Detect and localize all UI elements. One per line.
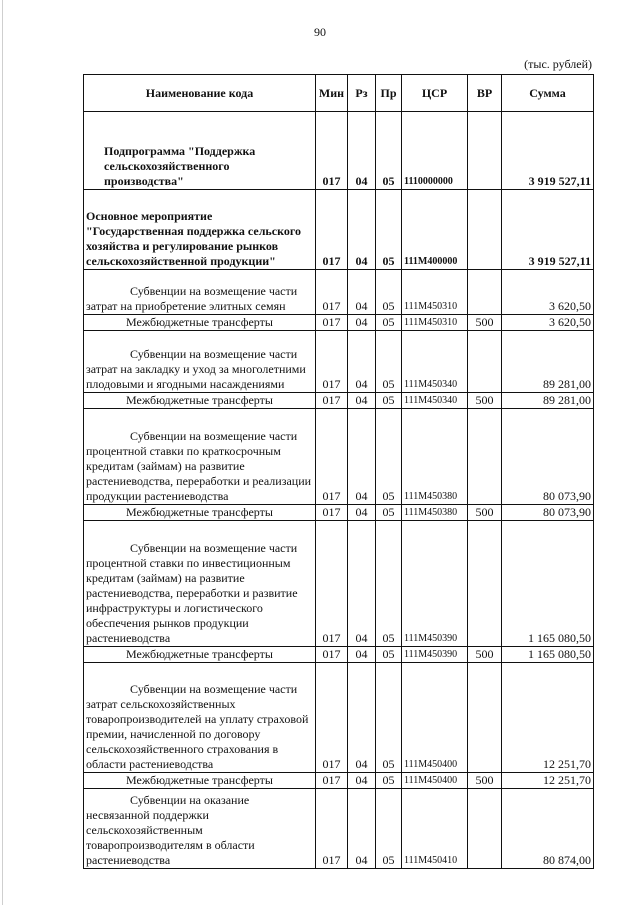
row-name: Основное мероприятие "Государственная поддержка сельского хозяйства и регулирование рынков сельскохозяйственной продукции": [84, 190, 316, 270]
row-min: 017: [316, 505, 348, 521]
row-min: 017: [316, 409, 348, 505]
row-rz: 04: [348, 190, 376, 270]
row-rz: 04: [348, 393, 376, 409]
header-min: Мин: [316, 75, 348, 112]
row-csr: 111M450310: [402, 270, 468, 315]
scan-edge: [2, 0, 3, 905]
table-row: [84, 647, 594, 663]
row-name: Субвенции на возмещение части процентной ставки по краткосрочным кредитам (займам) на развитие растениеводства, переработки и реализации продукции растениеводства: [84, 409, 316, 505]
table-row: [84, 270, 594, 315]
budget-table: [83, 74, 594, 869]
row-rz: 04: [348, 521, 376, 647]
table-row: [84, 315, 594, 331]
table-header-row: [84, 75, 594, 112]
row-csr: 111M450400: [402, 663, 468, 773]
row-pr: 05: [376, 505, 402, 521]
header-vr: ВР: [468, 75, 502, 112]
row-sum: 1 165 080,50: [502, 521, 594, 647]
row-sum: 80 874,00: [502, 789, 594, 869]
row-vr: 500: [468, 315, 502, 331]
row-sum: 89 281,00: [502, 393, 594, 409]
row-min: 017: [316, 112, 348, 190]
row-name: Субвенции на возмещение части затрат сельскохозяйственных товаропроизводителей на уплату страховой премии, начисленной по договору сельскохозяйственного страхования в области растениеводства: [84, 663, 316, 773]
row-name: Межбюджетные трансферты: [84, 505, 316, 521]
row-vr: [468, 270, 502, 315]
row-rz: 04: [348, 505, 376, 521]
row-sum: 12 251,70: [502, 773, 594, 789]
row-vr: [468, 663, 502, 773]
table-row: [84, 521, 594, 647]
table-row: [84, 663, 594, 773]
row-csr: 111M450380: [402, 409, 468, 505]
row-vr: [468, 190, 502, 270]
row-pr: 05: [376, 647, 402, 663]
row-pr: 05: [376, 315, 402, 331]
row-min: 017: [316, 315, 348, 331]
row-vr: 500: [468, 393, 502, 409]
row-pr: 05: [376, 663, 402, 773]
row-sum: 3 919 527,11: [502, 190, 594, 270]
row-sum: 3 620,50: [502, 270, 594, 315]
row-csr: 111M450380: [402, 505, 468, 521]
row-vr: [468, 409, 502, 505]
row-name: Межбюджетные трансферты: [84, 393, 316, 409]
header-name: Наименование кода: [84, 75, 316, 112]
row-csr: 111M450410: [402, 789, 468, 869]
row-csr: 111M450340: [402, 393, 468, 409]
row-pr: 05: [376, 521, 402, 647]
header-rz: Рз: [348, 75, 376, 112]
row-vr: 500: [468, 647, 502, 663]
table-row: [84, 393, 594, 409]
row-rz: 04: [348, 112, 376, 190]
row-name: Субвенции на оказание несвязанной поддержки сельскохозяйственным товаропроизводителям в области растениеводства: [84, 789, 316, 869]
row-pr: 05: [376, 331, 402, 393]
row-min: 017: [316, 773, 348, 789]
row-csr: 111M450390: [402, 647, 468, 663]
row-vr: [468, 521, 502, 647]
row-csr: 111M450400: [402, 773, 468, 789]
row-sum: 80 073,90: [502, 505, 594, 521]
row-min: 017: [316, 663, 348, 773]
table-row: [84, 112, 594, 190]
units-label: (тыс. рублей): [524, 57, 592, 71]
table-row: [84, 505, 594, 521]
row-name: Межбюджетные трансферты: [84, 647, 316, 663]
row-pr: 05: [376, 270, 402, 315]
header-pr: Пр: [376, 75, 402, 112]
row-sum: 3 919 527,11: [502, 112, 594, 190]
row-rz: 04: [348, 270, 376, 315]
row-vr: [468, 331, 502, 393]
row-pr: 05: [376, 112, 402, 190]
row-csr: 1110000000: [402, 112, 468, 190]
page-number: 90: [314, 25, 326, 39]
row-min: 017: [316, 393, 348, 409]
row-name: Межбюджетные трансферты: [84, 773, 316, 789]
table-row: [84, 789, 594, 869]
row-pr: 05: [376, 773, 402, 789]
row-name: Подпрограмма "Поддержка сельскохозяйственного производства": [84, 112, 316, 190]
row-pr: 05: [376, 393, 402, 409]
row-rz: 04: [348, 409, 376, 505]
row-rz: 04: [348, 647, 376, 663]
row-min: 017: [316, 521, 348, 647]
row-vr: [468, 112, 502, 190]
row-csr: 111M450340: [402, 331, 468, 393]
table-row: [84, 331, 594, 393]
row-pr: 05: [376, 190, 402, 270]
row-rz: 04: [348, 331, 376, 393]
row-vr: [468, 789, 502, 869]
row-min: 017: [316, 270, 348, 315]
row-name: Межбюджетные трансферты: [84, 315, 316, 331]
table-row: [84, 409, 594, 505]
row-sum: 80 073,90: [502, 409, 594, 505]
row-name: Субвенции на возмещение части затрат на закладку и уход за многолетними плодовыми и ягодными насаждениями: [84, 331, 316, 393]
row-min: 017: [316, 331, 348, 393]
header-sum: Сумма: [502, 75, 594, 112]
row-csr: 111M400000: [402, 190, 468, 270]
row-min: 017: [316, 190, 348, 270]
row-rz: 04: [348, 663, 376, 773]
table-row: [84, 190, 594, 270]
row-csr: 111M450390: [402, 521, 468, 647]
row-rz: 04: [348, 789, 376, 869]
row-vr: 500: [468, 505, 502, 521]
table-row: [84, 773, 594, 789]
row-sum: 1 165 080,50: [502, 647, 594, 663]
row-pr: 05: [376, 409, 402, 505]
row-sum: 12 251,70: [502, 663, 594, 773]
row-rz: 04: [348, 315, 376, 331]
row-vr: 500: [468, 773, 502, 789]
row-pr: 05: [376, 789, 402, 869]
row-sum: 3 620,50: [502, 315, 594, 331]
row-csr: 111M450310: [402, 315, 468, 331]
header-csr: ЦСР: [402, 75, 468, 112]
row-sum: 89 281,00: [502, 331, 594, 393]
row-min: 017: [316, 789, 348, 869]
row-name: Субвенции на возмещение части затрат на приобретение элитных семян: [84, 270, 316, 315]
row-rz: 04: [348, 773, 376, 789]
row-name: Субвенции на возмещение части процентной ставки по инвестиционным кредитам (займам) на развитие растениеводства, переработки и развитие инфраструктуры и логистического обеспечения рынков продукции растениеводства: [84, 521, 316, 647]
row-min: 017: [316, 647, 348, 663]
